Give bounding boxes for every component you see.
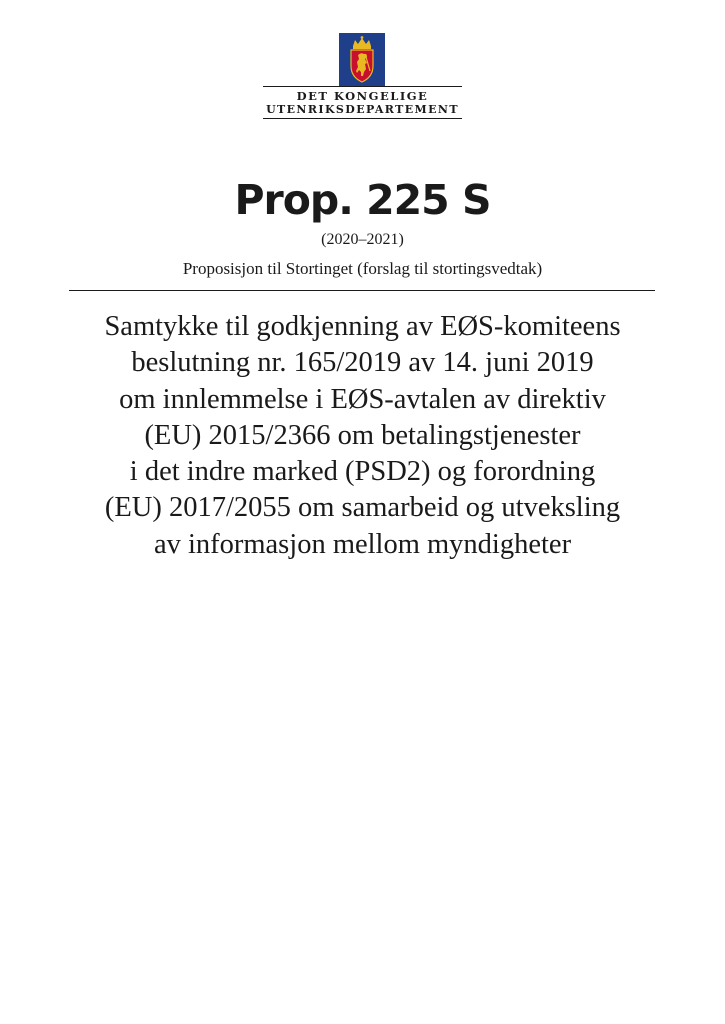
title-divider — [69, 290, 655, 291]
coat-of-arms-icon — [339, 33, 385, 87]
title-line: Samtykke til godkjenning av EØS-komiteens — [104, 311, 621, 342]
session-years: (2020–2021) — [321, 231, 404, 248]
title-line: om innlemmelse i EØS-avtalen av direktiv — [119, 383, 606, 415]
proposition-subtitle: Proposisjon til Stortinget (forslag til stortingsvedtak) — [182, 259, 543, 278]
ministry-name-line2: UTENRIKSDEPARTEMENT — [266, 103, 459, 116]
proposition-number: Prop. 225 S — [234, 176, 491, 224]
title-line: (EU) 2015/2366 om betalingstjenester — [144, 419, 581, 451]
title-line: av informasjon mellom myndigheter — [153, 528, 572, 560]
ministry-top-rule — [263, 86, 462, 87]
ministry-bottom-rule — [263, 118, 462, 119]
title-line: (EU) 2017/2055 om samarbeid og utveksling — [104, 492, 621, 524]
document-title — [40, 309, 685, 563]
title-line: beslutning nr. 165/2019 av 14. juni 2019 — [131, 347, 594, 379]
ministry-name-line1: DET KONGELIGE — [296, 89, 429, 103]
title-line: i det indre marked (PSD2) og forordning — [129, 456, 596, 488]
